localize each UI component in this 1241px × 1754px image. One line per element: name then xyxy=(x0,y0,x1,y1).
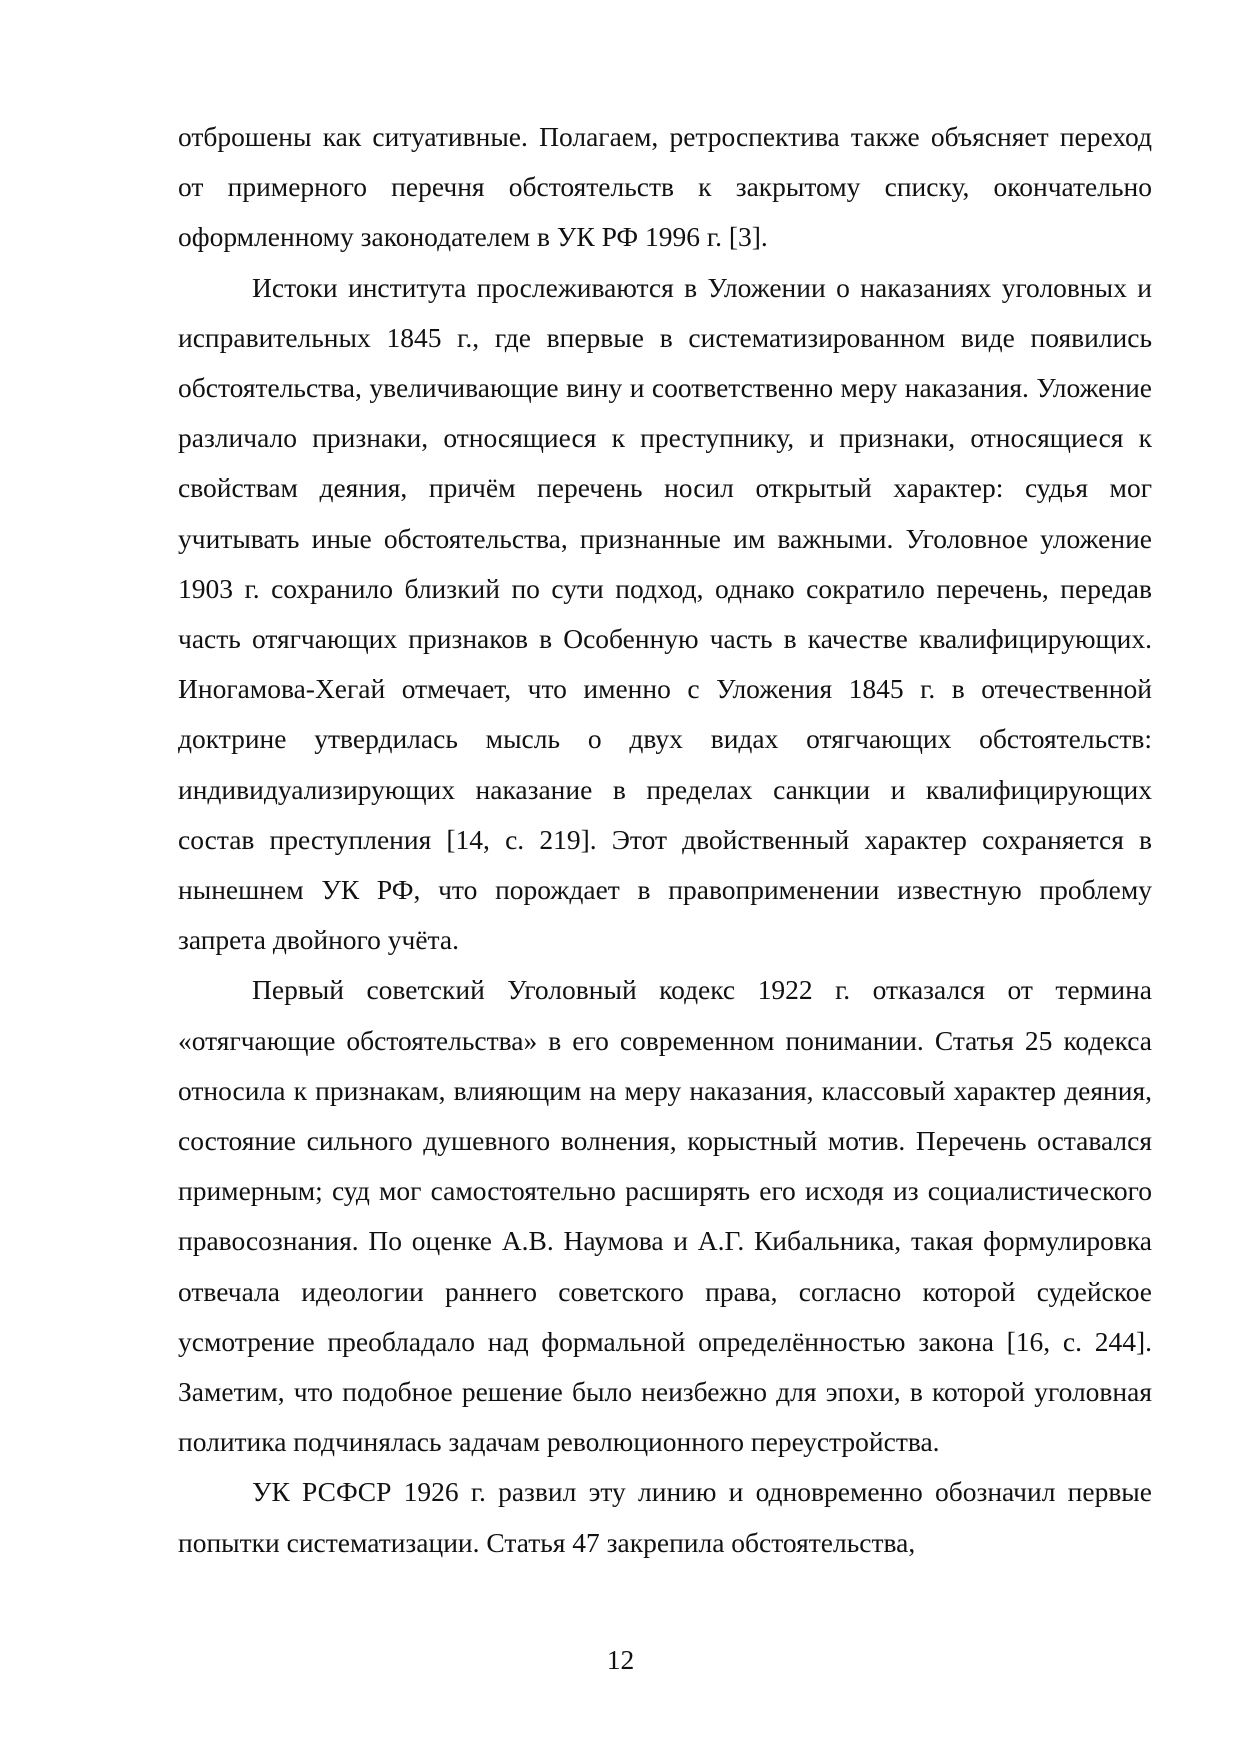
paragraph-1: отброшены как ситуативные. Полагаем, ретроспектива также объясняет переход от примерного перечня обстоятельств к закрытому списку, окончательно оформленному законодателем в УК РФ 1996 г. [3]. xyxy=(178,121,1152,253)
paragraph-3: Первый советский Уголовный кодекс 1922 г. отказался от термина «отягчающие обстоятельства» в его современном понимании. Статья 25 кодекса относила к признакам, влияющим на меру наказания, классовый характер деяния, состояние сильного душевного волнения, корыстный мотив. Перечень оставался примерным; суд мог самостоятельно расширять его исходя из социалистического правосознания. По оценке А.В. Наумова и А.Г. Кибальника, такая формулировка отвечала идеологии раннего советского права, согласно которой судейское усмотрение преобладало над формальной определённостью закона [16, с. 244]. Заметим, что подобное решение было неизбежно для эпохи, в которой уголовная политика подчинялась задачам революционного переустройства. xyxy=(178,974,1152,1458)
page-number: 12 xyxy=(606,1644,635,1675)
body-text xyxy=(178,112,1152,1568)
paragraph-2: Истоки института прослеживаются в Уложении о наказаниях уголовных и исправительных 1845 г., где впервые в систематизированном виде появились обстоятельства, увеличивающие вину и соответственно меру наказания. Уложение различало признаки, относящиеся к преступнику, и признаки, относящиеся к свойствам деяния, причём перечень носил открытый характер: судья мог учитывать иные обстоятельства, признанные им важными. Уголовное уложение 1903 г. сохранило близкий по сути подход, однако сократило перечень, передав часть отягчающих признаков в Особенную часть в качестве квалифицирующих. Иногамова-Хегай отмечает, что именно с Уложения 1845 г. в отечественной доктрине утвердилась мысль о двух видах отягчающих обстоятельств: индивидуализирующих наказание в пределах санкции и квалифицирующих состав преступления [14, с. 219]. Этот двойственный характер сохраняется в нынешнем УК РФ, что порождает в правоприменении известную проблему запрета двойного учёта. xyxy=(178,271,1152,956)
paragraph-4: УК РСФСР 1926 г. развил эту линию и одновременно обозначил первые попытки систематизации. Статья 47 закрепила обстоятельства, xyxy=(178,1476,1152,1558)
